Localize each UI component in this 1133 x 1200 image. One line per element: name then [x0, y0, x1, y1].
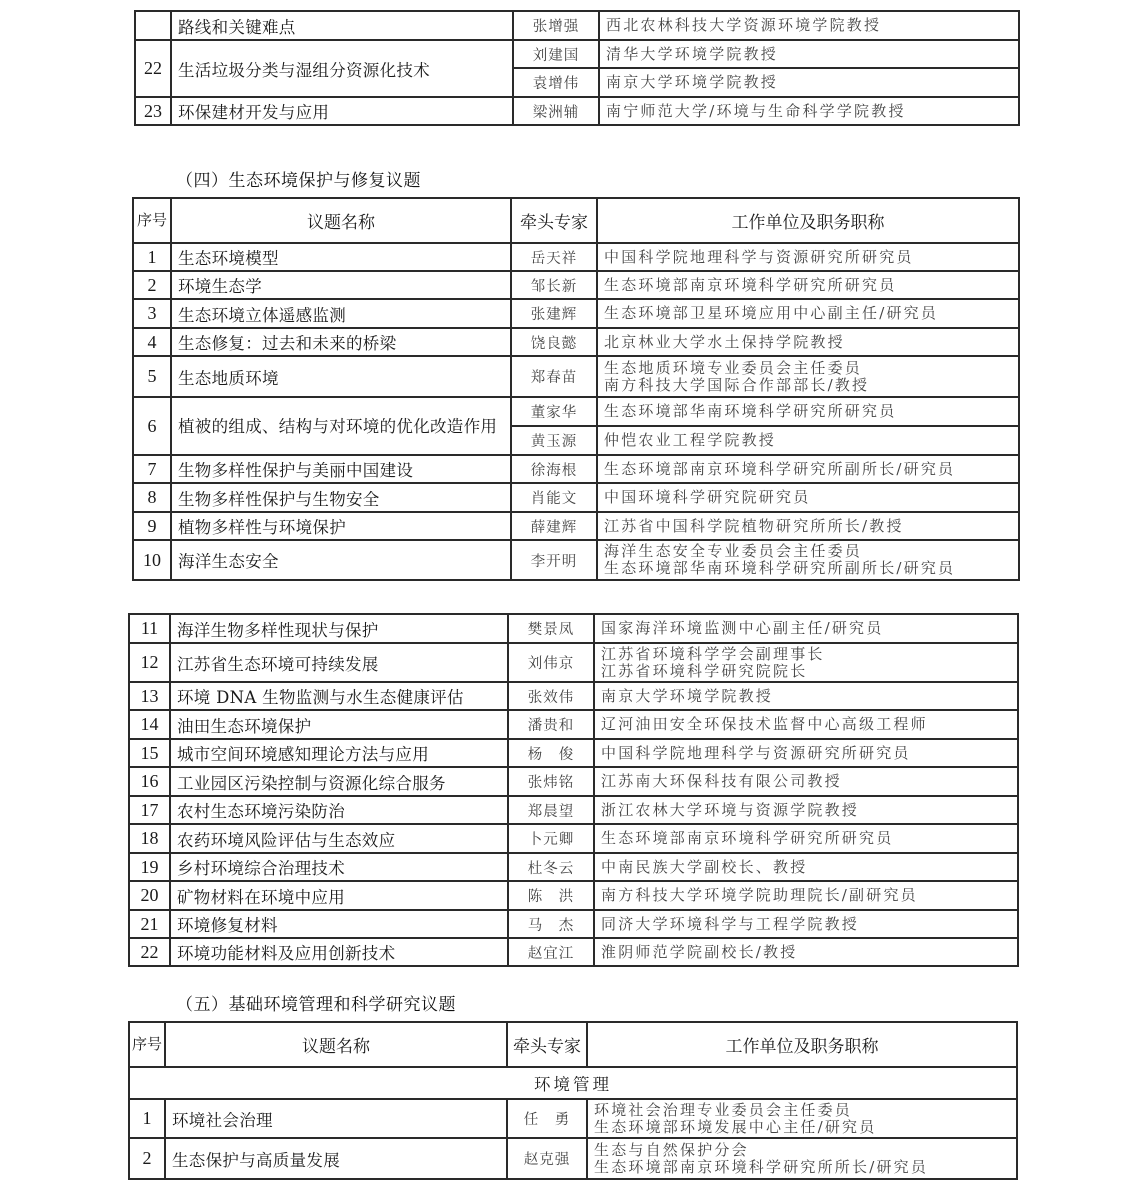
expert-affiliation	[594, 739, 1018, 767]
table-row	[133, 512, 1019, 540]
row-number: 16	[129, 767, 170, 796]
affiliation-line: 生态环境部南京环境科学研究所所长/研究员	[594, 1157, 929, 1176]
table-row	[133, 299, 1019, 328]
row-number: 22	[135, 40, 171, 97]
lead-expert: 李开明	[511, 540, 597, 580]
lead-expert: 潘贵和	[508, 710, 594, 739]
topic-name: 乡村环境综合治理技术	[170, 853, 508, 881]
topic-name: 生态环境模型	[171, 243, 511, 271]
expert-affiliation	[597, 299, 1019, 328]
lead-expert: 陈 洪	[508, 881, 594, 910]
affiliation-line: 辽河油田安全环保技术监督中心高级工程师	[601, 715, 928, 733]
affiliation-line: 江苏南大环保科技有限公司教授	[601, 772, 842, 790]
affiliation-line: 江苏省环境科学研究院院长	[601, 661, 808, 680]
category-row	[129, 1067, 1017, 1099]
affiliation-line: 生态环境部南京环境科学研究所研究员	[604, 275, 897, 294]
table-header-row	[133, 198, 1019, 243]
affiliation-line: 生态环境部环境发展中心主任/研究员	[594, 1117, 877, 1136]
table-header-row	[129, 1022, 1017, 1067]
expert-affiliation	[594, 881, 1018, 910]
row-number: 2	[133, 271, 171, 299]
table-row	[129, 739, 1018, 767]
lead-expert: 岳天祥	[511, 243, 597, 271]
lead-expert: 徐海根	[511, 455, 597, 483]
topic-name: 生态保护与高质量发展	[165, 1138, 507, 1179]
expert-affiliation	[597, 328, 1019, 356]
affiliation-line: 环境社会治理专业委员会主任委员	[594, 1100, 853, 1119]
topic-name: 植物多样性与环境保护	[171, 512, 511, 540]
row-number: 1	[129, 1099, 165, 1138]
affiliation-line: 南方科技大学国际合作部部长/教授	[604, 375, 870, 394]
table-row	[129, 824, 1018, 853]
expert-affiliation	[597, 397, 1019, 426]
lead-expert: 郑春苗	[511, 356, 597, 397]
affiliation-line: 生态环境部卫星环境应用中心副主任/研究员	[604, 304, 939, 322]
topic-name: 环境修复材料	[170, 910, 508, 938]
topic-name: 工业园区污染控制与资源化综合服务	[170, 767, 508, 796]
topic-name: 海洋生态安全	[171, 540, 511, 580]
affiliation-line: 海洋生态安全专业委员会主任委员	[604, 542, 863, 560]
expert-affiliation	[594, 910, 1018, 938]
category-label: 环境管理	[129, 1067, 1017, 1099]
lead-expert: 赵宜江	[508, 938, 594, 966]
table-row	[133, 540, 1019, 580]
affiliation-line: 生态地质环境专业委员会主任委员	[604, 358, 863, 377]
topic-name: 江苏省生态环境可持续发展	[170, 643, 508, 682]
topic-name: 油田生态环境保护	[170, 710, 508, 739]
table-row	[129, 710, 1018, 739]
lead-expert: 张建辉	[511, 299, 597, 328]
table-row	[129, 853, 1018, 881]
table-row	[129, 796, 1018, 824]
header-unit: 工作单位及职务职称	[587, 1022, 1017, 1067]
topic-name: 环境社会治理	[165, 1099, 507, 1138]
topic-name: 生态修复：过去和未来的桥梁	[171, 328, 511, 356]
row-number: 3	[133, 299, 171, 328]
header-topic: 议题名称	[171, 198, 511, 243]
table-row	[133, 356, 1019, 397]
topic-name: 环境生态学	[171, 271, 511, 299]
expert-affiliation	[594, 710, 1018, 739]
table-row	[129, 1099, 1017, 1138]
row-number: 22	[129, 938, 170, 966]
table-row	[133, 271, 1019, 299]
row-number: 21	[129, 910, 170, 938]
topic-name: 路线和关键难点	[171, 11, 513, 40]
row-number: 23	[135, 97, 171, 125]
affiliation-line: 生态与自然保护分会	[594, 1140, 749, 1159]
expert-affiliation	[594, 824, 1018, 853]
header-topic: 议题名称	[165, 1022, 507, 1067]
lead-expert: 杜冬云	[508, 853, 594, 881]
topic-name: 环保建材开发与应用	[171, 97, 513, 125]
lead-expert: 卜元卿	[508, 824, 594, 853]
table-row	[129, 881, 1018, 910]
topic-name: 生物多样性保护与生物安全	[171, 483, 511, 512]
affiliation-line: 同济大学环境科学与工程学院教授	[601, 914, 860, 933]
lead-expert: 刘伟京	[508, 643, 594, 682]
topic-name: 矿物材料在环境中应用	[170, 881, 508, 910]
expert-affiliation	[594, 682, 1018, 710]
header-number: 序号	[129, 1022, 165, 1067]
row-number: 2	[129, 1138, 165, 1179]
section-4-table-part1	[132, 197, 1020, 581]
topic-name: 植被的组成、结构与对环境的优化改造作用	[171, 397, 511, 455]
row-number: 9	[133, 512, 171, 540]
table-row	[133, 397, 1019, 426]
expert-affiliation	[594, 938, 1018, 966]
lead-expert: 梁洲辅	[513, 97, 599, 125]
table-row	[135, 40, 1019, 68]
expert-affiliation	[594, 853, 1018, 881]
expert-affiliation	[597, 271, 1019, 299]
expert-affiliation	[594, 767, 1018, 796]
table-row	[133, 328, 1019, 356]
affiliation-line: 南方科技大学环境学院助理院长/副研究员	[601, 886, 918, 904]
lead-expert: 马 杰	[508, 910, 594, 938]
header-expert: 牵头专家	[511, 198, 597, 243]
row-number	[135, 11, 171, 40]
expert-affiliation	[594, 643, 1018, 682]
row-number: 1	[133, 243, 171, 271]
affiliation-line: 生态环境部南京环境科学研究所研究员	[601, 829, 894, 847]
affiliation-line: 南京大学环境学院教授	[601, 686, 774, 705]
lead-expert: 郑晨望	[508, 796, 594, 824]
topic-name: 海洋生物多样性现状与保护	[170, 614, 508, 643]
lead-expert: 任 勇	[507, 1099, 587, 1138]
affiliation-line: 江苏省环境科学学会副理事长	[601, 644, 825, 663]
lead-expert: 邹长新	[511, 271, 597, 299]
row-number: 14	[129, 710, 170, 739]
expert-affiliation	[594, 796, 1018, 824]
table-row	[129, 767, 1018, 796]
topic-name: 生物多样性保护与美丽中国建设	[171, 455, 511, 483]
lead-expert: 刘建国	[513, 40, 599, 68]
section-5-title: （五）基础环境管理和科学研究议题	[176, 995, 456, 1015]
lead-expert: 董家华	[511, 397, 597, 426]
topic-name: 环境 DNA 生物监测与水生态健康评估	[170, 682, 508, 710]
lead-expert: 薛建辉	[511, 512, 597, 540]
expert-affiliation	[587, 1138, 1017, 1179]
header-unit: 工作单位及职务职称	[597, 198, 1019, 243]
lead-expert: 袁增伟	[513, 68, 599, 97]
lead-expert: 张效伟	[508, 682, 594, 710]
expert-affiliation: 南宁师范大学/环境与生命科学学院教授	[599, 97, 1019, 125]
table-row	[133, 243, 1019, 271]
section-5-table	[128, 1021, 1018, 1180]
row-number: 7	[133, 455, 171, 483]
row-number: 8	[133, 483, 171, 512]
topic-name: 生态地质环境	[171, 356, 511, 397]
expert-affiliation	[597, 356, 1019, 397]
lead-expert: 黄玉源	[511, 426, 597, 455]
affiliation-line: 淮阴师范学院副校长/教授	[601, 942, 798, 961]
affiliation-line: 生态环境部华南环境科学研究所副所长/研究员	[604, 559, 956, 577]
affiliation-line: 浙江农林大学环境与资源学院教授	[601, 800, 860, 819]
expert-affiliation	[597, 243, 1019, 271]
expert-affiliation	[597, 540, 1019, 580]
affiliation-line: 中国环境科学研究院研究员	[604, 488, 811, 506]
expert-affiliation	[587, 1099, 1017, 1138]
table-row	[135, 97, 1019, 125]
lead-expert: 樊景凤	[508, 614, 594, 643]
row-number: 18	[129, 824, 170, 853]
header-expert: 牵头专家	[507, 1022, 587, 1067]
topic-name: 农药环境风险评估与生态效应	[170, 824, 508, 853]
expert-affiliation	[597, 455, 1019, 483]
header-number: 序号	[133, 198, 171, 243]
expert-affiliation	[597, 512, 1019, 540]
row-number: 11	[129, 614, 170, 643]
affiliation-line: 生态环境部南京环境科学研究所副所长/研究员	[604, 459, 956, 478]
topic-name: 农村生态环境污染防治	[170, 796, 508, 824]
continued-topics-table	[134, 10, 1020, 126]
topic-name: 城市空间环境感知理论方法与应用	[170, 739, 508, 767]
row-number: 20	[129, 881, 170, 910]
row-number: 19	[129, 853, 170, 881]
table-row	[129, 682, 1018, 710]
table-row	[133, 455, 1019, 483]
lead-expert: 饶良懿	[511, 328, 597, 356]
table-row	[129, 643, 1018, 682]
expert-affiliation	[597, 483, 1019, 512]
topic-name: 生活垃圾分类与湿组分资源化技术	[171, 40, 513, 97]
expert-affiliation: 清华大学环境学院教授	[599, 40, 1019, 68]
table-row	[133, 483, 1019, 512]
section-4-table-part2	[128, 613, 1019, 967]
affiliation-line: 江苏省中国科学院植物研究所所长/教授	[604, 516, 904, 535]
affiliation-line: 北京林业大学水土保持学院教授	[604, 332, 845, 351]
affiliation-line: 仲恺农业工程学院教授	[604, 431, 777, 449]
lead-expert: 杨 俊	[508, 739, 594, 767]
table-row	[129, 910, 1018, 938]
table-row	[129, 1138, 1017, 1179]
table-row	[129, 938, 1018, 966]
table-row	[129, 614, 1018, 643]
section-4-title: （四）生态环境保护与修复议题	[176, 171, 421, 191]
row-number: 10	[133, 540, 171, 580]
row-number: 4	[133, 328, 171, 356]
row-number: 6	[133, 397, 171, 455]
lead-expert: 赵克强	[507, 1138, 587, 1179]
row-number: 5	[133, 356, 171, 397]
topic-name: 生态环境立体遥感监测	[171, 299, 511, 328]
table-row	[135, 11, 1019, 40]
affiliation-line: 国家海洋环境监测中心副主任/研究员	[601, 619, 884, 637]
row-number: 15	[129, 739, 170, 767]
expert-affiliation	[597, 426, 1019, 455]
affiliation-line: 中国科学院地理科学与资源研究所研究员	[601, 743, 911, 762]
expert-affiliation: 南京大学环境学院教授	[599, 68, 1019, 97]
expert-affiliation	[594, 614, 1018, 643]
expert-affiliation: 西北农林科技大学资源环境学院教授	[599, 11, 1019, 40]
lead-expert: 张炜铭	[508, 767, 594, 796]
lead-expert: 肖能文	[511, 483, 597, 512]
affiliation-line: 中国科学院地理科学与资源研究所研究员	[604, 247, 914, 266]
row-number: 12	[129, 643, 170, 682]
topic-name: 环境功能材料及应用创新技术	[170, 938, 508, 966]
row-number: 13	[129, 682, 170, 710]
affiliation-line: 生态环境部华南环境科学研究所研究员	[604, 402, 897, 420]
affiliation-line: 中南民族大学副校长、教授	[601, 857, 808, 876]
row-number: 17	[129, 796, 170, 824]
lead-expert: 张增强	[513, 11, 599, 40]
